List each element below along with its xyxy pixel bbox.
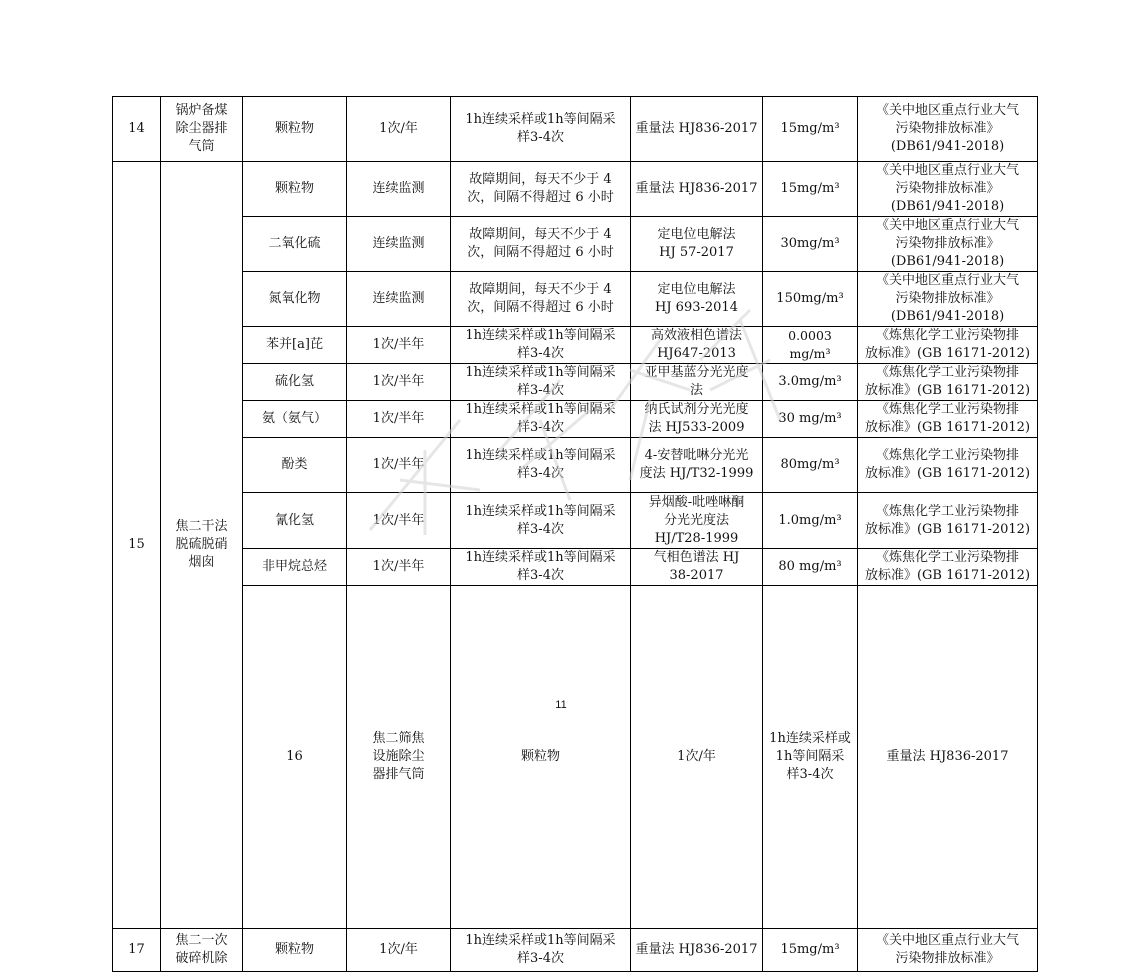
table-row: [113, 549, 1038, 586]
pollutant: 氮氧化物: [243, 272, 347, 327]
sampling-method: 故障期间，每天不少于 4 次，间隔不得超过 6 小时: [451, 217, 631, 272]
row-number: 16: [243, 586, 347, 929]
table-row: [113, 97, 1038, 162]
table-row: [113, 272, 1038, 327]
standard: 《炼焦化学工业污染物排 放标准》(GB 16171-2012): [858, 438, 1038, 493]
monitoring-frequency: 1次/半年: [347, 364, 451, 401]
page-number: 11: [555, 699, 567, 711]
sampling-method: 故障期间，每天不少于 4 次，间隔不得超过 6 小时: [451, 162, 631, 217]
monitoring-frequency: 1次/年: [347, 97, 451, 162]
emission-source: 焦二一次 破碎机除: [161, 929, 243, 972]
pollutant: 颗粒物: [451, 586, 631, 929]
analysis-method: 气相色谱法 HJ 38-2017: [631, 549, 763, 586]
analysis-method: 异烟酸-吡唑啉酮 分光光度法 HJ/T28-1999: [631, 493, 763, 549]
limit-value: 80 mg/m³: [763, 549, 858, 586]
sampling-method: 1h连续采样或1h等间隔采 样3-4次: [451, 438, 631, 493]
emission-source: 锅炉备煤 除尘器排 气筒: [161, 97, 243, 162]
table-row: [113, 162, 1038, 217]
limit-value: 3.0mg/m³: [763, 364, 858, 401]
sampling-method: 1h连续采样或1h等间隔采 样3-4次: [451, 97, 631, 162]
standard: 《关中地区重点行业大气 污染物排放标准》: [858, 929, 1038, 972]
limit-value: 1.0mg/m³: [763, 493, 858, 549]
monitoring-frequency: 连续监测: [347, 162, 451, 217]
sampling-method: 故障期间，每天不少于 4 次，间隔不得超过 6 小时: [451, 272, 631, 327]
table-row: [113, 401, 1038, 438]
pollutant: 硫化氢: [243, 364, 347, 401]
sampling-method: 1h连续采样或1h等间隔采 样3-4次: [763, 586, 858, 929]
standard: 《炼焦化学工业污染物排 放标准》(GB 16171-2012): [858, 549, 1038, 586]
emission-source: 焦二筛焦 设施除尘 器排气筒: [347, 586, 451, 929]
analysis-method: 定电位电解法 HJ 57-2017: [631, 217, 763, 272]
analysis-method: 重量法 HJ836-2017: [631, 97, 763, 162]
pollutant: 二氧化硫: [243, 217, 347, 272]
table-row: [113, 217, 1038, 272]
monitoring-frequency: 1次/年: [631, 586, 763, 929]
analysis-method: 纳氏试剂分光光度 法 HJ533-2009: [631, 401, 763, 438]
monitoring-frequency: 连续监测: [347, 272, 451, 327]
sampling-method: 1h连续采样或1h等间隔采 样3-4次: [451, 364, 631, 401]
analysis-method: 重量法 HJ836-2017: [631, 929, 763, 972]
limit-value: 80mg/m³: [763, 438, 858, 493]
standard: 《关中地区重点行业大气 污染物排放标准》 (DB61/941-2018): [858, 272, 1038, 327]
row-number: 17: [113, 929, 161, 972]
row-number: 15: [113, 162, 161, 929]
analysis-method: 4-安替吡啉分光光 度法 HJ/T32-1999: [631, 438, 763, 493]
limit-value: 15mg/m³: [763, 97, 858, 162]
monitoring-frequency: 1次/半年: [347, 401, 451, 438]
monitoring-frequency: 1次/半年: [347, 549, 451, 586]
monitoring-frequency: 1次/半年: [347, 438, 451, 493]
standard: 《炼焦化学工业污染物排 放标准》(GB 16171-2012): [858, 327, 1038, 364]
analysis-method: 高效液相色谱法 HJ647-2013: [631, 327, 763, 364]
table-row: [113, 438, 1038, 493]
sampling-method: 1h连续采样或1h等间隔采 样3-4次: [451, 549, 631, 586]
limit-value: 0.0003 mg/m³: [763, 327, 858, 364]
monitoring-table: [112, 96, 1038, 972]
table-row: [113, 929, 1038, 972]
analysis-method: 亚甲基蓝分光光度 法: [631, 364, 763, 401]
standard: 《关中地区重点行业大气 污染物排放标准》 (DB61/941-2018): [858, 217, 1038, 272]
sampling-method: 1h连续采样或1h等间隔采 样3-4次: [451, 493, 631, 549]
sampling-method: 1h连续采样或1h等间隔采 样3-4次: [451, 327, 631, 364]
pollutant: 氨（氨气）: [243, 401, 347, 438]
standard: 《炼焦化学工业污染物排 放标准》(GB 16171-2012): [858, 493, 1038, 549]
limit-value: 30mg/m³: [763, 217, 858, 272]
standard: 《关中地区重点行业大气 污染物排放标准》 (DB61/941-2018): [858, 97, 1038, 162]
emission-source: 焦二干法 脱硫脱硝 烟囱: [161, 162, 243, 929]
monitoring-frequency: 1次/年: [347, 929, 451, 972]
analysis-method: 重量法 HJ836-2017: [631, 162, 763, 217]
pollutant: 酚类: [243, 438, 347, 493]
limit-value: 15mg/m³: [763, 162, 858, 217]
table-row: [113, 364, 1038, 401]
standard: 《关中地区重点行业大气 污染物排放标准》 (DB61/941-2018): [858, 162, 1038, 217]
pollutant: 颗粒物: [243, 929, 347, 972]
standard: 《炼焦化学工业污染物排 放标准》(GB 16171-2012): [858, 401, 1038, 438]
analysis-method: 重量法 HJ836-2017: [858, 586, 1038, 929]
row-number: 14: [113, 97, 161, 162]
table-row: [113, 327, 1038, 364]
pollutant: 颗粒物: [243, 97, 347, 162]
limit-value: 150mg/m³: [763, 272, 858, 327]
pollutant: 氰化氢: [243, 493, 347, 549]
monitoring-frequency: 1次/半年: [347, 493, 451, 549]
sampling-method: 1h连续采样或1h等间隔采 样3-4次: [451, 929, 631, 972]
monitoring-frequency: 1次/半年: [347, 327, 451, 364]
table-row: [113, 493, 1038, 549]
limit-value: 30 mg/m³: [763, 401, 858, 438]
analysis-method: 定电位电解法 HJ 693-2014: [631, 272, 763, 327]
pollutant: 苯并[a]芘: [243, 327, 347, 364]
monitoring-frequency: 连续监测: [347, 217, 451, 272]
table-row: [113, 586, 1038, 929]
pollutant: 非甲烷总烃: [243, 549, 347, 586]
sampling-method: 1h连续采样或1h等间隔采 样3-4次: [451, 401, 631, 438]
standard: 《炼焦化学工业污染物排 放标准》(GB 16171-2012): [858, 364, 1038, 401]
pollutant: 颗粒物: [243, 162, 347, 217]
limit-value: 15mg/m³: [763, 929, 858, 972]
